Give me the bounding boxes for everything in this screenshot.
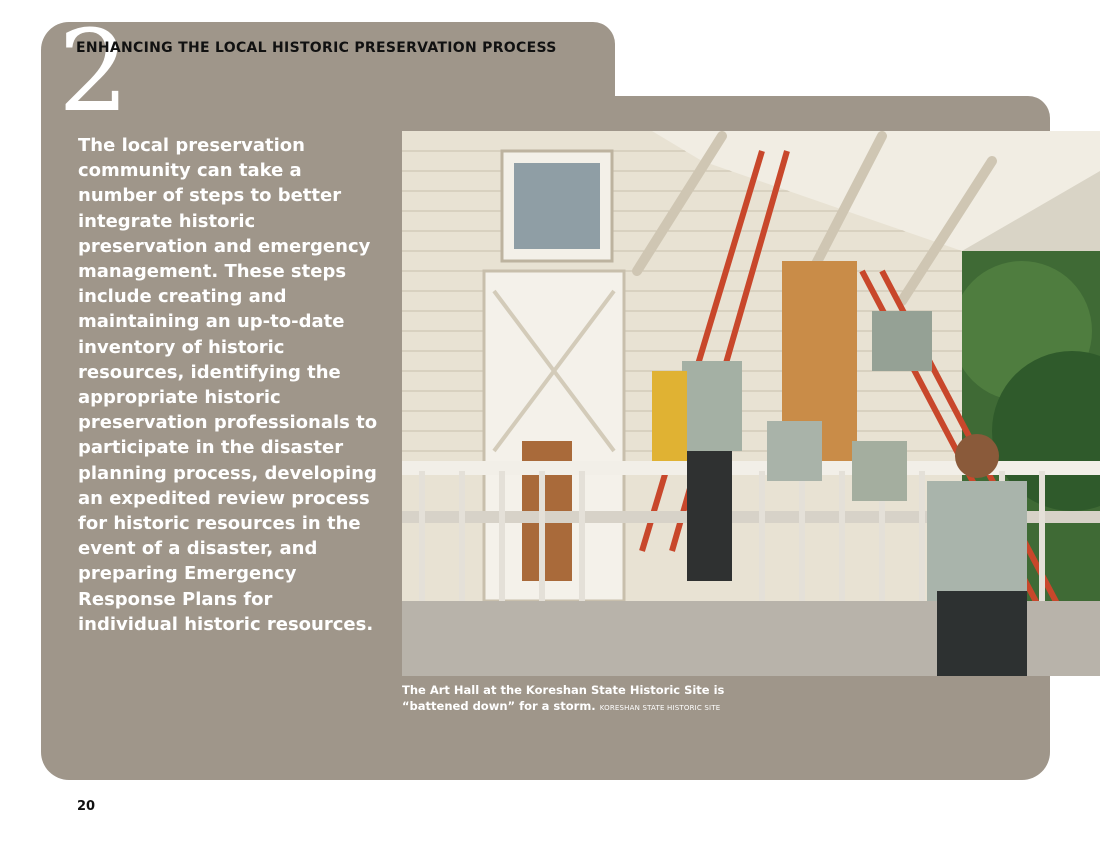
chapter-title: ENHANCING THE LOCAL HISTORIC PRESERVATION PROCESS [76, 40, 557, 56]
caption-text: The Art Hall at the Koreshan State Historic Site is “battened down” for a storm. [402, 683, 725, 713]
photo-credit: KORESHAN STATE HISTORIC SITE [599, 704, 721, 712]
page-number: 20 [77, 799, 96, 814]
intro-paragraph: The local preservation community can take a number of steps to better integrate historic preservation and emergency management. These steps include creating and maintaining an up-to-date inventory of historic resources, identifying the appropriate historic preservation professionals to participate in the disaster planning process, developing an expedited review process for historic resources in the event of a disaster, and preparing Emergency Response Plans for individual historic resources. [78, 135, 378, 635]
chapter-number: 2 [58, 7, 130, 137]
photo-caption [402, 682, 782, 716]
art-hall-photo [402, 131, 1100, 676]
